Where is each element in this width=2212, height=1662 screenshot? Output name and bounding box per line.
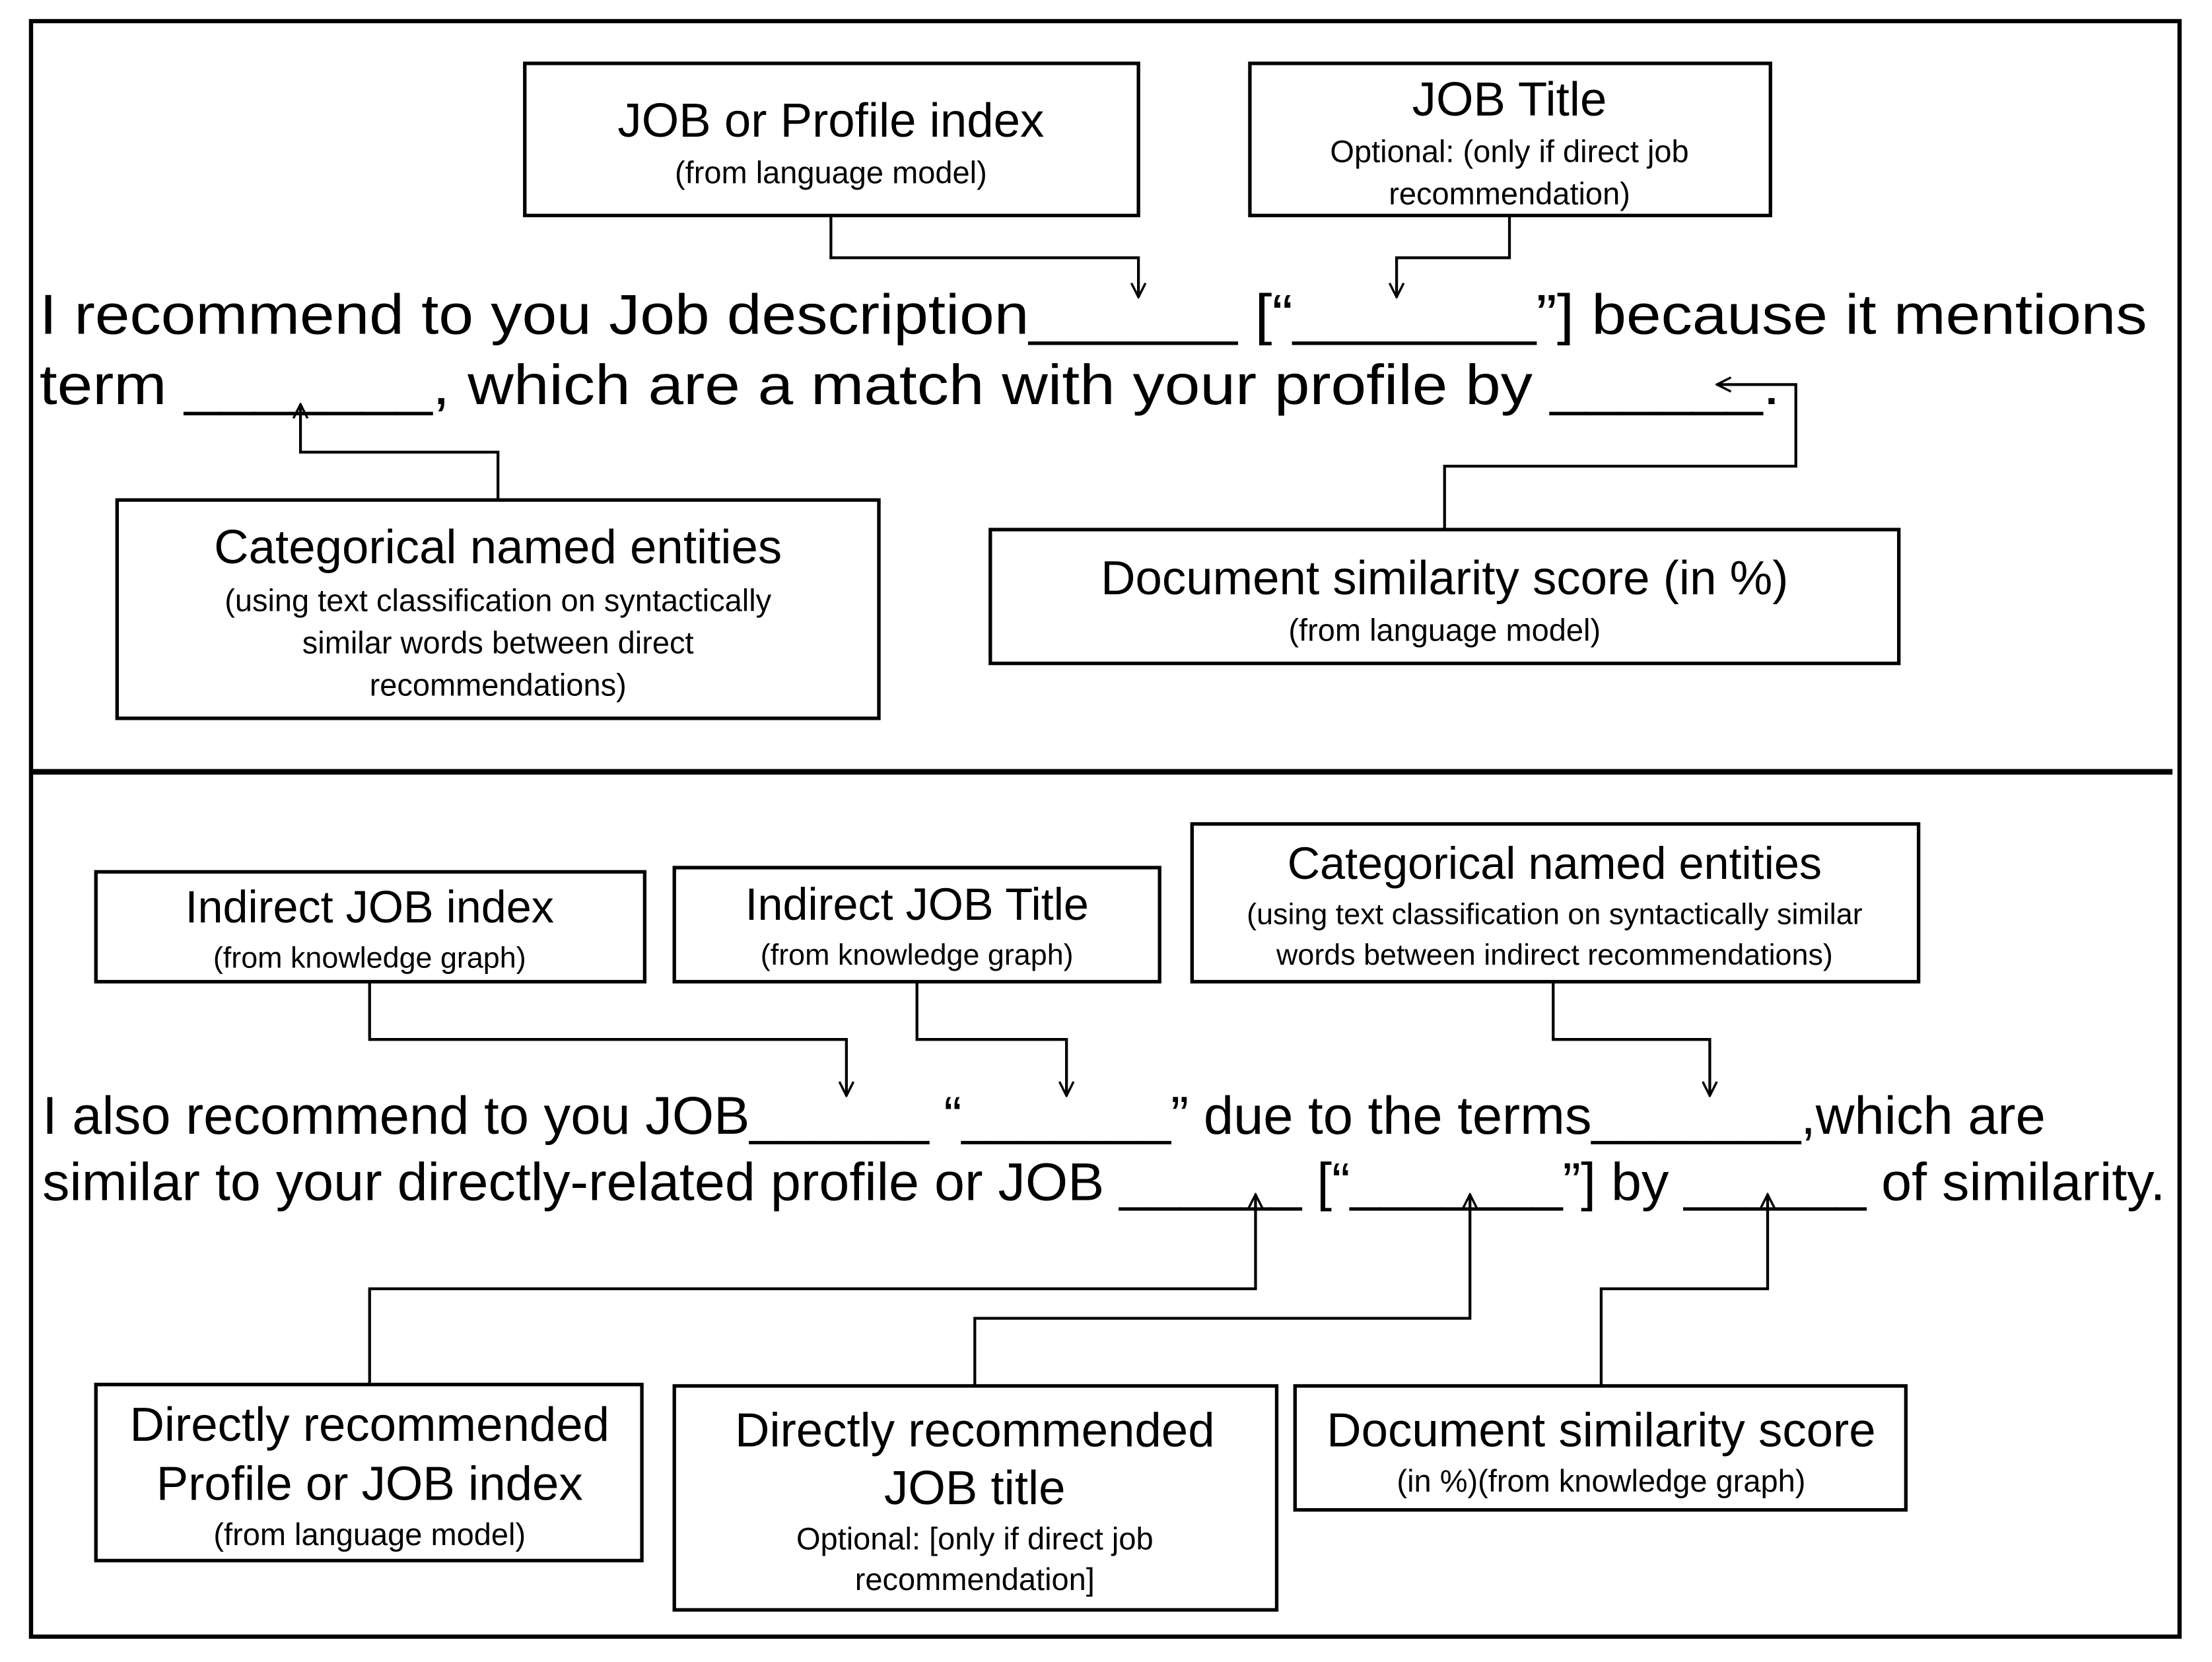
box-categorical-entities-direct — [117, 500, 879, 718]
box-document-similarity-lm — [990, 530, 1899, 664]
box-indirect-job-index — [96, 872, 644, 981]
box-subtitle: (using text classification on syntactically — [225, 582, 772, 618]
box-subtitle: (in %)(from knowledge graph) — [1397, 1463, 1806, 1498]
connector-arrow — [917, 982, 1066, 1096]
connector-arrow — [300, 404, 498, 500]
box-subtitle: (from knowledge graph) — [213, 940, 526, 975]
box-direct-job-title — [674, 1386, 1276, 1610]
template-sentence-line: similar to your directly-related profile or JOB ______ [“_______”] by ______ of similarity. — [42, 1152, 2166, 1212]
box-title: Indirect JOB index — [185, 882, 554, 933]
box-subtitle: recommendations) — [369, 667, 627, 703]
connector-arrow — [1601, 1195, 1768, 1386]
box-subtitle: (from knowledge graph) — [760, 938, 1074, 972]
template-sentence-line: I also recommend to you JOB______ “_______” due to the terms_______,which are — [42, 1086, 2046, 1146]
box-title: JOB title — [884, 1461, 1066, 1515]
box-subtitle: (using text classification on syntactically similar — [1247, 897, 1863, 931]
box-title: JOB or Profile index — [617, 93, 1045, 147]
box-title: JOB Title — [1412, 72, 1607, 126]
connector-arrow — [1553, 982, 1710, 1096]
box-direct-profile-index — [96, 1385, 642, 1561]
box-job-title — [1250, 63, 1770, 215]
template-sentence-line: I recommend to you Job description______ [“_______”] because it mentions — [39, 283, 2147, 347]
box-subtitle: recommendation) — [1389, 176, 1630, 211]
box-subtitle: words between indirect recommendations) — [1276, 938, 1833, 972]
connector-arrow — [370, 1195, 1256, 1385]
box-title: Indirect JOB Title — [745, 879, 1089, 930]
box-title: Categorical named entities — [214, 520, 782, 574]
box-job-profile-index — [525, 63, 1138, 215]
box-title: Directly recommended — [735, 1403, 1215, 1457]
template-sentence-line: term _______, which are a match with your profile by ______. — [39, 354, 1781, 417]
box-subtitle: (from language model) — [1288, 612, 1601, 648]
box-subtitle: (from language model) — [675, 155, 987, 190]
box-title: Categorical named entities — [1287, 839, 1822, 889]
box-title: Directly recommended — [129, 1398, 610, 1452]
box-subtitle: Optional: [only if direct job — [796, 1521, 1154, 1556]
box-categorical-entities-indirect — [1192, 824, 1918, 982]
box-subtitle: similar words between direct — [302, 625, 694, 660]
box-indirect-job-title — [674, 868, 1159, 982]
box-subtitle: recommendation] — [854, 1562, 1095, 1597]
box-subtitle: Optional: (only if direct job — [1330, 133, 1689, 169]
box-title: Document similarity score (in %) — [1101, 551, 1789, 606]
box-subtitle: (from language model) — [213, 1516, 526, 1552]
box-title: Document similarity score — [1327, 1403, 1876, 1457]
connector-arrow — [370, 982, 847, 1096]
box-title: Profile or JOB index — [156, 1457, 583, 1511]
box-document-similarity-kg — [1295, 1386, 1906, 1510]
